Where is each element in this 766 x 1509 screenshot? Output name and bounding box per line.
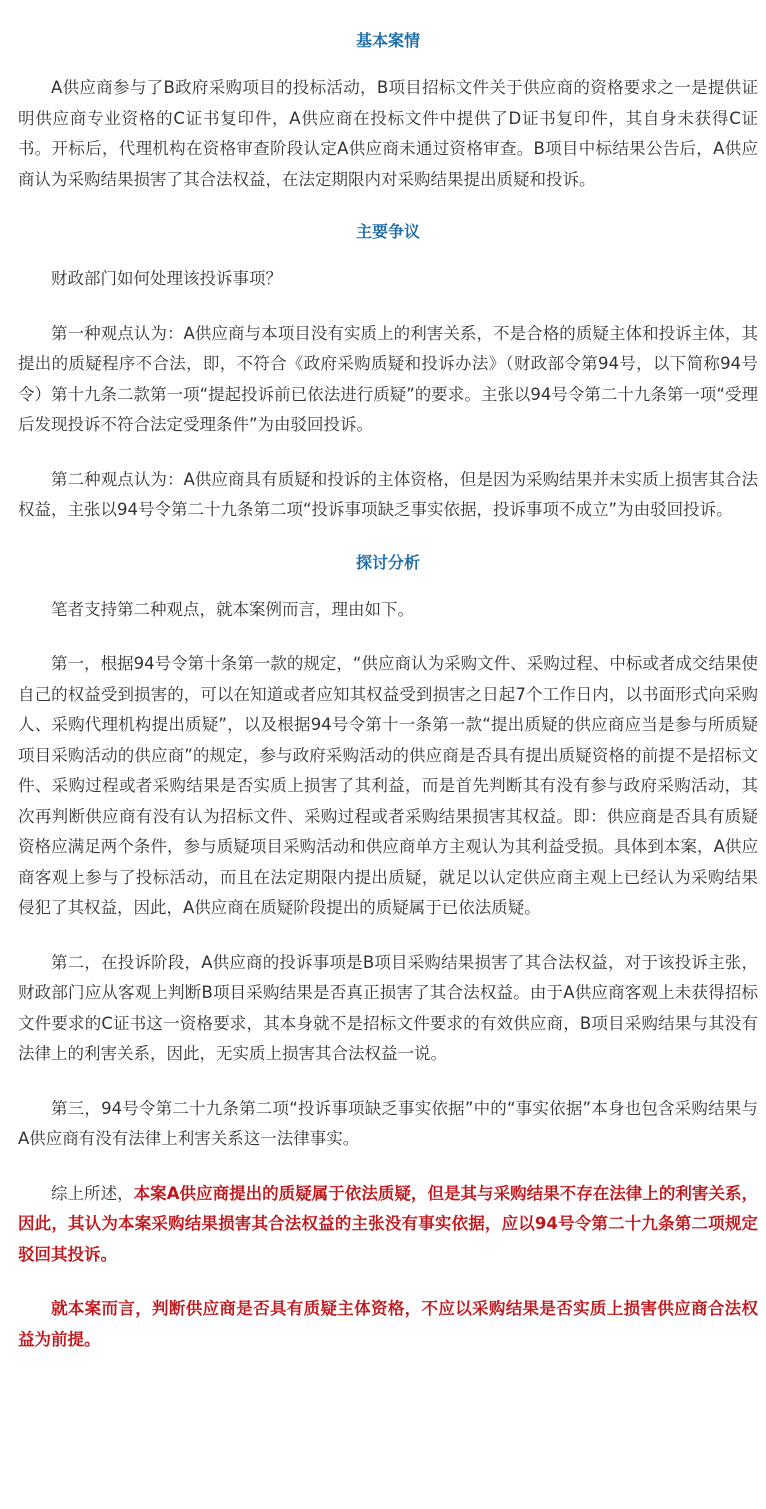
paragraph-analysis-second: 第二，在投诉阶段，A供应商的投诉事项是B项目采购结果损害了其合法权益，对于该投诉主张，财政部门应从客观上判断B项目采购结果是否真正损害了其合法权益。由于A供应商客观上未获得招标文件要求的C证书这一资格要求，其本身就不是招标文件要求的有效供应商，B项目采购结果与其没有法律上的利害关系，因此，无实质上损害其合法权益一说。 (18, 952, 758, 1063)
paragraph-conclusion (18, 1179, 758, 1271)
paragraph-dispute-question: 财政部门如何处理该投诉事项？ (51, 269, 282, 288)
conclusion-prefix: 综上所述， (51, 1183, 134, 1203)
paragraph-analysis-intro: 笔者支持第二种观点，就本案例而言，理由如下。 (51, 599, 414, 619)
paragraph-analysis-first: 第一，根据94号令第十条第一款的规定，“供应商认为采购文件、采购过程、中标或者成交结果使自己的权益受到损害的，可以在知道或者应知其权益受到损害之日起7个工作日内，以书面形式向采购人、采购代理机构提出质疑”，以及根据94号令第十一条第一款“提出质疑的供应商应当是参与所质疑项目采购活动的供应商”的规定，参与政府采购活动的供应商是否具有提出质疑资格的前提不是招标文件、采购过程或者采购结果是否实质上损害了其利益，而是首先判断其有没有参与政府采购活动，其次再判断供应商有没有认为招标文件、采购过程或者采购结果损害其权益。即：供应商是否具有质疑资格应满足两个条件，参与质疑项目采购活动和供应商单方主观认为其利益受损。具体到本案，A供应商客观上参与了投标活动，而且在法定期限内提出质疑，就足以认定供应商主观上已经认为采购结果侵犯了其权益，因此，A供应商在质疑阶段提出的质疑属于已依法质疑。 (18, 654, 758, 917)
section-heading-main-dispute: 主要争议 (355, 222, 420, 241)
paragraph-final-statement: 就本案而言，判断供应商是否具有质疑主体资格，不应以采购结果是否实质上损害供应商合法权益为前提。 (18, 1299, 758, 1349)
paragraph-basic-case: A供应商参与了B政府采购项目的投标活动，B项目招标文件关于供应商的资格要求之一是提供证明供应商专业资格的C证书复印件，A供应商在投标文件中提供了D证书复印件，其自身未获得C证书。开标后，代理机构在资格审查阶段认定A供应商未通过资格审查。B项目中标结果公告后，A供应商认为采购结果损害了其合法权益，在法定期限内对采购结果提出质疑和投诉。 (18, 78, 758, 189)
conclusion-emphasis: 本案A供应商提出的质疑属于依法质疑，但是其与采购结果不存在法律上的利害关系，因此，其认为本案采购结果损害其合法权益的主张没有事实依据，应以94号令第二十九条第二项规定驳回其投诉。 (18, 1183, 758, 1264)
paragraph-second-view: 第二种观点认为：A供应商具有质疑和投诉的主体资格，但是因为采购结果并未实质上损害其合法权益，主张以94号令第二十九条第二项“投诉事项缺乏事实依据，投诉事项不成立”为由驳回投诉。 (18, 469, 758, 519)
section-heading-basic-case: 基本案情 (355, 31, 420, 50)
paragraph-first-view: 第一种观点认为：A供应商与本项目没有实质上的利害关系，不是合格的质疑主体和投诉主体，其提出的质疑程序不合法，即，不符合《政府采购质疑和投诉办法》（财政部令第94号，以下简称94号令）第十九条二款第一项“提起投诉前已依法进行质疑”的要求。主张以94号令第二十九条第一项“受理后发现投诉不符合法定受理条件”为由驳回投诉。 (18, 323, 758, 434)
paragraph-analysis-third: 第三，94号令第二十九条第二项“投诉事项缺乏事实依据”中的“事实依据”本身也包含采购结果与A供应商有没有法律上利害关系这一法律事实。 (18, 1098, 758, 1148)
section-heading-analysis: 探讨分析 (355, 552, 420, 572)
